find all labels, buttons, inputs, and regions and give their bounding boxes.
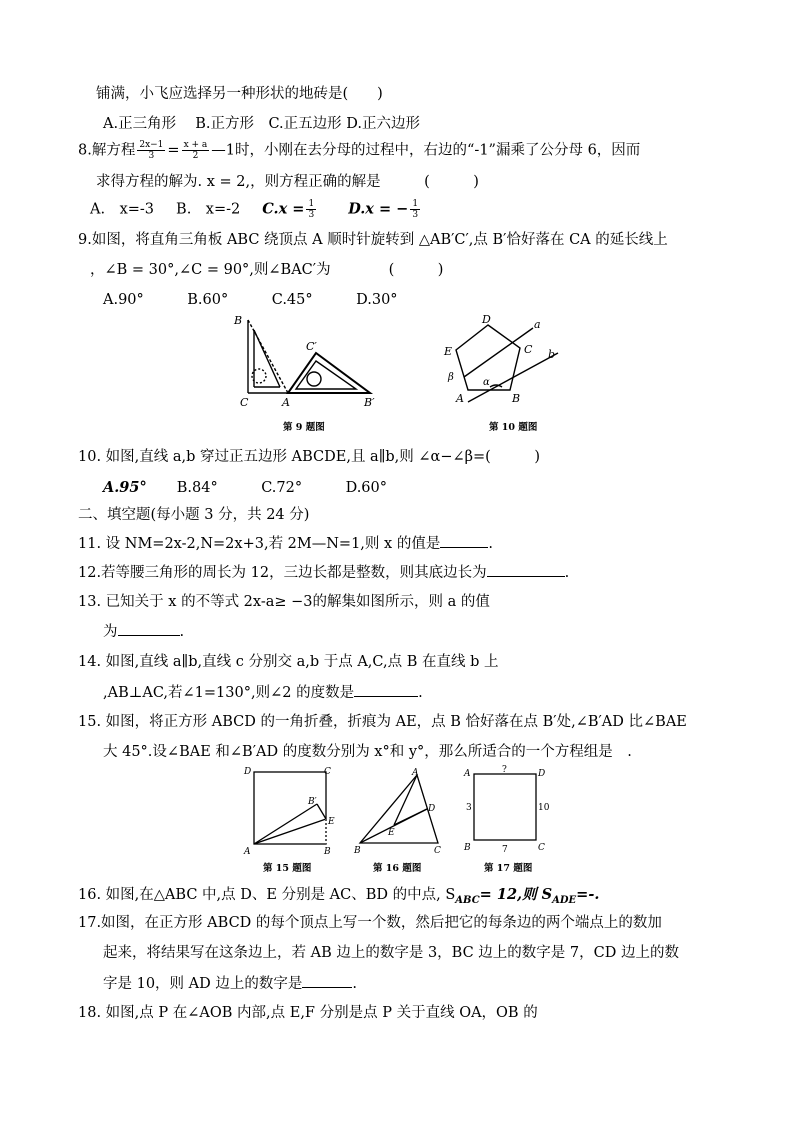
- fig17-label-left: 3: [466, 803, 472, 813]
- figure-9: [228, 310, 388, 410]
- q8-fraction-left: $\frac{2x-1}{3}$: [139, 140, 164, 161]
- fig16-label-a: A: [412, 768, 419, 778]
- fig15-label-b: B: [324, 847, 331, 857]
- q14-answer-blank: [354, 682, 418, 697]
- fig16-label-b: B: [354, 846, 361, 855]
- q13-answer-blank: [118, 621, 180, 636]
- q8-option-d-fraction: $\frac{1}{3}$: [412, 199, 419, 220]
- fig15-label-d: D: [244, 767, 252, 777]
- q16-sub-ade: ADE: [552, 894, 577, 906]
- figure-9-caption: 第 9 题图: [283, 422, 325, 433]
- section-2-heading: 二、填空题(每小题 3 分，共 24 分): [78, 507, 310, 523]
- q8-line1: [78, 140, 640, 161]
- figure-10-caption: 第 10 题图: [489, 422, 538, 433]
- fig17-label-c: C: [538, 843, 545, 853]
- fig17-label-bottom: 7: [502, 845, 508, 855]
- fig15-label-c: C: [324, 767, 331, 777]
- fig17-label-a: A: [464, 769, 471, 779]
- q12-answer-blank: [487, 562, 565, 577]
- q7-options: A.正三角形 B.正方形 C.正五边形 D.正六边形: [103, 116, 420, 132]
- fig17-label-d: D: [538, 769, 546, 779]
- fig15-label-b-prime: B′: [308, 797, 317, 807]
- q13-line1: 13. 已知关于 x 的不等式 2x-a≥ −3的解集如图所示，则 a 的值: [78, 594, 490, 610]
- q8-option-d: D.x = −: [348, 200, 409, 218]
- figure-16-caption: 第 16 题图: [373, 863, 422, 874]
- q9-line2: ，∠B = 30°,∠C = 90°,则∠BAC′为 ( ): [90, 262, 444, 278]
- q9-line1: 9.如图，将直角三角板 ABC 绕顶点 A 顺时针旋转到 △AB′C′,点 B′恰好落在 CA 的延长线上: [78, 232, 668, 248]
- fig9-label-c-prime: C′: [306, 340, 317, 353]
- q8-options: [90, 199, 422, 220]
- fig17-label-right: 10: [538, 803, 550, 813]
- figure-17: [458, 762, 553, 857]
- q8-after: —1时，小刚在去分母的过程中，右边的“-1”漏乘了公分母 6，因而: [211, 142, 641, 159]
- fig16-label-e: E: [388, 828, 395, 838]
- fig9-label-b: B: [234, 314, 243, 327]
- fig10-label-e: E: [444, 345, 453, 358]
- fig10-label-alpha: α: [483, 377, 490, 388]
- figure-15-caption: 第 15 题图: [263, 863, 312, 874]
- q10-option-a: A.95°: [103, 479, 147, 496]
- fig9-label-b-prime: B′: [364, 396, 375, 409]
- q7-continuation: 铺满，小飞应选择另一种形状的地砖是( ): [96, 86, 383, 102]
- q10-options-rest: B.84° C.72° D.60°: [176, 480, 388, 496]
- fig10-label-line-a: a: [534, 318, 541, 331]
- q16-mid: = 12,则 S: [479, 886, 553, 903]
- fig10-label-d: D: [482, 313, 491, 326]
- q8-option-c-fraction: $\frac{1}{3}$: [308, 199, 315, 220]
- figure-16: [352, 765, 447, 855]
- q18: 18. 如图,点 P 在∠AOB 内部,点 E,F 分别是点 P 关于直线 OA，OB 的: [78, 1005, 538, 1021]
- figure-17-caption: 第 17 题图: [484, 863, 533, 874]
- q13-line2: 为 .: [103, 621, 184, 642]
- q17-line1: 17.如图，在正方形 ABCD 的每个顶点上写一个数，然后把它的每条边的两个端点上的数加: [78, 915, 662, 931]
- q8-prefix: 8.解方程: [78, 142, 136, 159]
- q11: 11. 设 NM=2x-2,N=2x+3,若 2M—N=1,则 x 的值是 .: [78, 533, 493, 554]
- q14-line1: 14. 如图,直线 a∥b,直线 c 分别交 a,b 于点 A,C,点 B 在直线 b 上: [78, 654, 499, 670]
- q15-line1: 15. 如图，将正方形 ABCD 的一角折叠，折痕为 AE，点 B 恰好落在点 B′处,∠B′AD 比∠BAE: [78, 714, 687, 730]
- q15-line2: 大 45°.设∠BAE 和∠B′AD 的度数分别为 x°和 y°，那么所适合的一个方程组是 .: [103, 744, 632, 760]
- fig16-label-c: C: [434, 846, 441, 855]
- fig15-label-a: A: [244, 847, 251, 857]
- q17-line3: 字是 10，则 AD 边上的数字是 .: [103, 973, 357, 994]
- q12: 12.若等腰三角形的周长为 12，三边长都是整数，则其底边长为 .: [78, 562, 569, 583]
- q8-option-a: A. x=-3: [90, 201, 155, 218]
- fig10-label-line-b: b: [548, 348, 556, 361]
- q17-line2: 起来，将结果写在这条边上，若 AB 边上的数字是 3，BC 边上的数字是 7，CD 边上的数: [103, 945, 679, 961]
- fig10-label-c: C: [524, 343, 533, 356]
- fig15-label-e: E: [328, 817, 335, 827]
- fig17-label-b: B: [464, 843, 471, 853]
- q10-options: [103, 478, 387, 498]
- q14-line2: ,AB⊥AC,若∠1=130°,则∠2 的度数是 .: [103, 682, 423, 703]
- q8-line2: 求得方程的解为. x = 2,，则方程正确的解是 ( ): [96, 174, 479, 190]
- q11-answer-blank: [440, 533, 488, 548]
- q8-option-b: B. x=-2: [176, 201, 241, 218]
- q16: 16. 如图,在△ABC 中,点 D、E 分别是 AC、BD 的中点, $S_{ABC}= 12$,则 $S_{ADE}=-$.: [78, 886, 600, 906]
- q10-line1: 10. 如图,直线 a,b 穿过正五边形 ABCDE,且 a∥b,则 ∠α−∠β=( ): [78, 449, 540, 465]
- fig9-label-a: A: [282, 396, 290, 409]
- q8-fraction-right: $\frac{x + a}{2}$: [183, 140, 208, 161]
- q16-end: =-.: [576, 886, 600, 903]
- q16-sub-abc: ABC: [455, 894, 480, 906]
- fig10-label-beta: β: [448, 372, 454, 383]
- fig10-label-b: B: [512, 392, 521, 405]
- q17-answer-blank: [302, 973, 352, 988]
- q8-option-c: C.x =: [262, 200, 305, 218]
- figure-10: [438, 310, 573, 410]
- fig17-label-top: ?: [502, 765, 507, 775]
- fig9-label-c: C: [240, 396, 249, 409]
- q8-equals: =: [167, 142, 180, 159]
- figure-15: [240, 762, 340, 857]
- fig16-label-d: D: [428, 804, 436, 814]
- q9-options: A.90° B.60° C.45° D.30°: [103, 292, 398, 308]
- fig10-label-a: A: [456, 392, 464, 405]
